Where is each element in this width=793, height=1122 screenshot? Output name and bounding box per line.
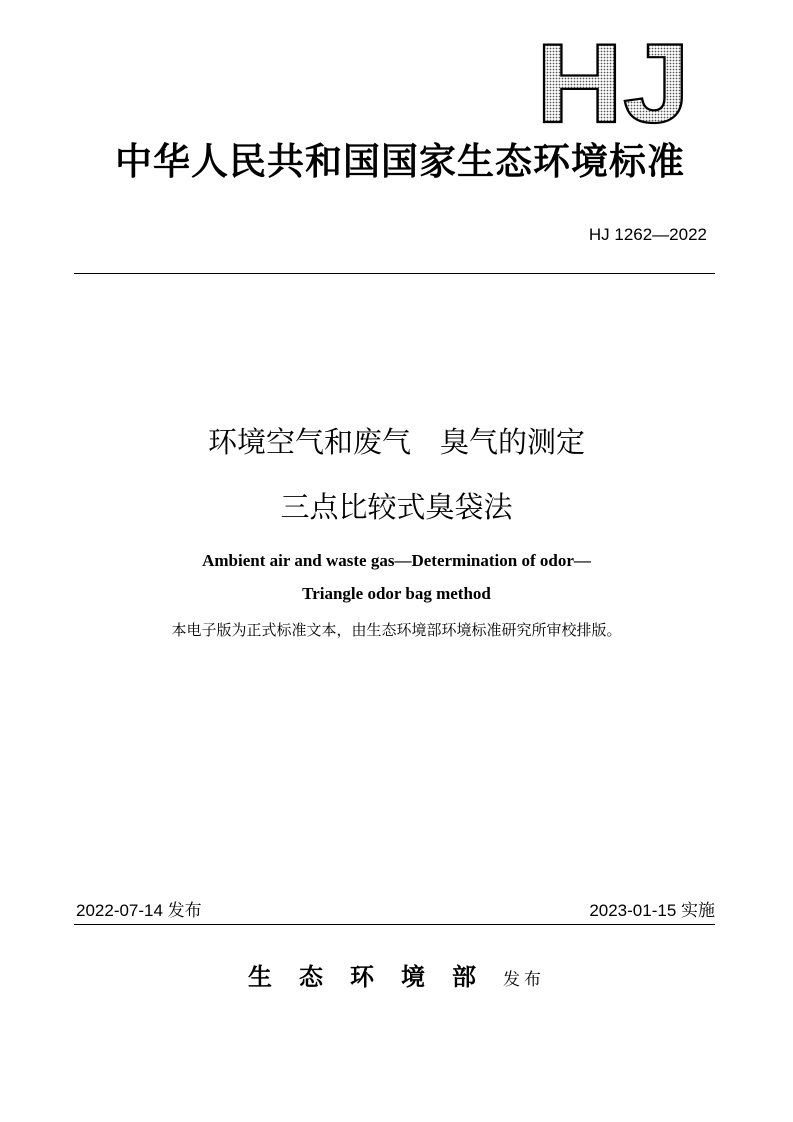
- implementation-date: 2023-01-15 实施: [589, 901, 715, 920]
- chinese-title-line2: 三点比较式臭袋法: [280, 490, 513, 524]
- hj-logo-text: HJ: [536, 38, 690, 126]
- issuing-authority-title: 中华人民共和国国家生态环境标准: [115, 139, 685, 183]
- issuer-suffix: 发布: [503, 970, 545, 990]
- chinese-title-line1: 环境空气和废气 臭气的测定: [207, 425, 585, 459]
- edition-note: 本电子版为正式标准文本，由生态环境部环境标准研究所审校排版。: [171, 621, 622, 639]
- english-title-line1: Ambient air and waste gas—Determination of odor—: [202, 551, 591, 570]
- issuer-line: [0, 962, 793, 995]
- standard-number: HJ 1262—2022: [588, 225, 707, 244]
- issue-date: 2022-07-14 发布: [76, 901, 202, 920]
- hj-logo: [534, 38, 694, 126]
- footer-divider: [74, 924, 715, 925]
- issuer-name: 生态环境部: [248, 962, 503, 991]
- header-divider: [74, 273, 715, 274]
- english-title-line2: Triangle odor bag method: [302, 584, 491, 603]
